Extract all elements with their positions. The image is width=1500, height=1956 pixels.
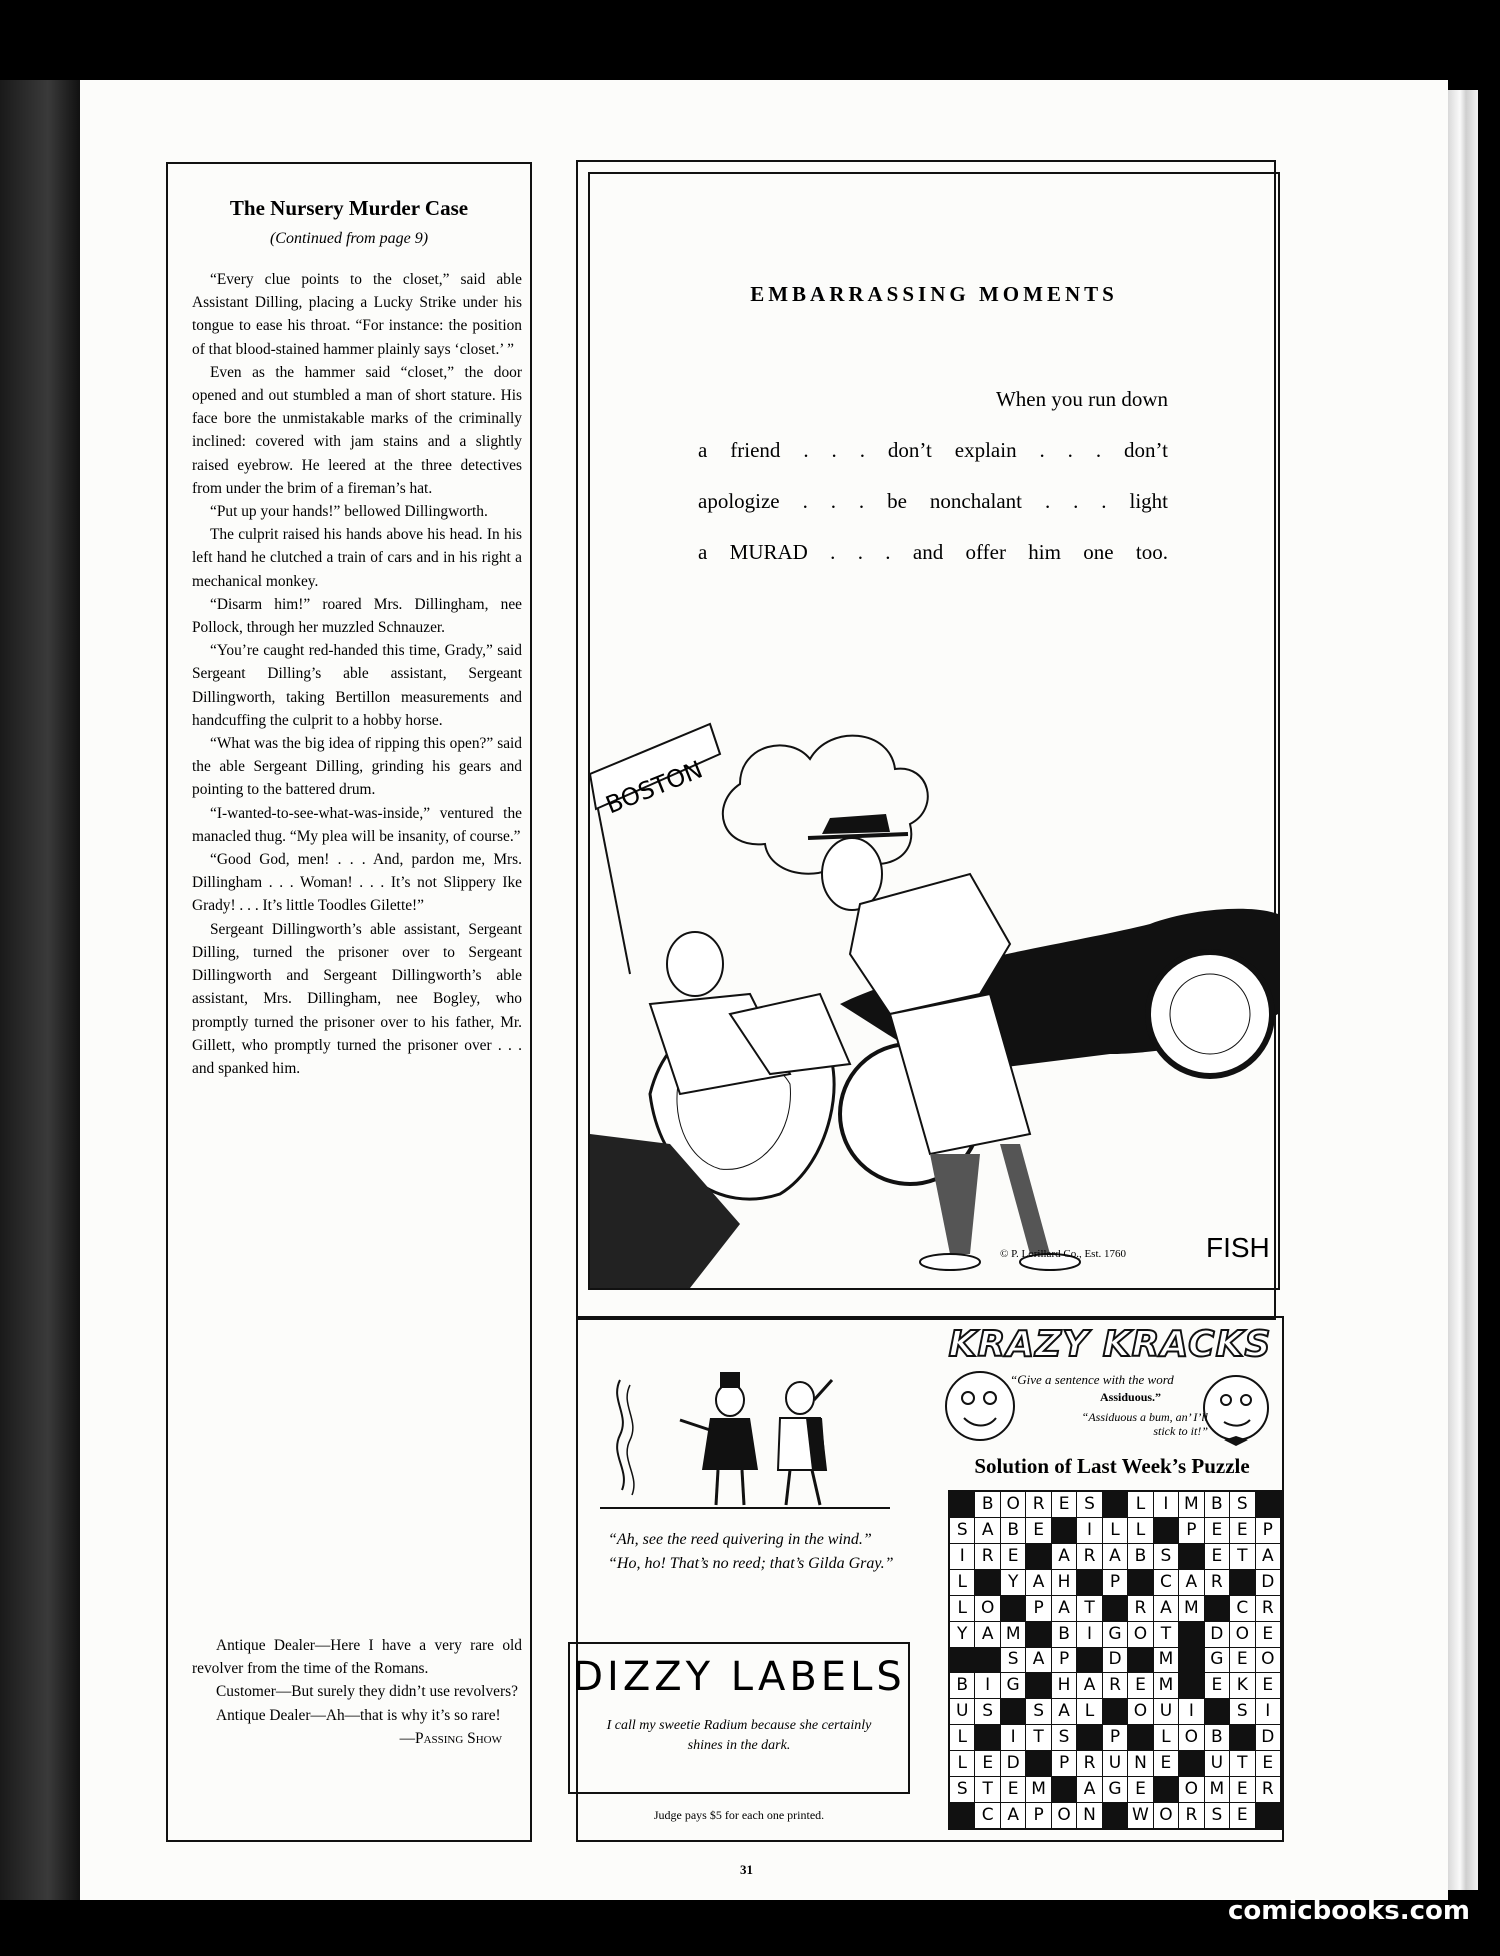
crossword-letter-cell: A [1026, 1570, 1050, 1595]
crossword-letter-cell: S [1230, 1492, 1254, 1517]
crossword-black-cell [1256, 1803, 1280, 1828]
crossword-letter-cell: S [975, 1699, 999, 1724]
murad-ad [588, 172, 1280, 1290]
crossword-letter-cell: O [1154, 1803, 1178, 1828]
crossword-letter-cell: S [950, 1518, 974, 1543]
crossword-black-cell [1154, 1777, 1178, 1802]
boston-sign-text: BOSTON [601, 755, 707, 820]
crossword-black-cell [1179, 1648, 1203, 1673]
crossword-letter-cell: L [1128, 1518, 1152, 1543]
crossword-letter-cell: O [975, 1596, 999, 1621]
crossword-letter-cell: P [1103, 1725, 1127, 1750]
puzzle-solution-title: Solution of Last Week’s Puzzle [974, 1454, 1250, 1478]
crossword-letter-cell: E [1154, 1751, 1178, 1776]
crossword-letter-cell: E [1128, 1673, 1152, 1698]
crossword-letter-cell: N [1077, 1803, 1101, 1828]
crossword-letter-cell: A [975, 1518, 999, 1543]
crossword-letter-cell: E [1256, 1622, 1280, 1647]
crossword-letter-cell: D [1103, 1648, 1127, 1673]
crossword-letter-cell: E [1230, 1518, 1254, 1543]
crossword-black-cell [975, 1648, 999, 1673]
crossword-letter-cell: L [950, 1725, 974, 1750]
crossword-letter-cell: O [1128, 1622, 1152, 1647]
crossword-black-cell [1128, 1648, 1152, 1673]
crossword-letter-cell: A [1077, 1777, 1101, 1802]
crossword-letter-cell: O [1001, 1492, 1025, 1517]
crossword-letter-cell: A [975, 1622, 999, 1647]
crossword-letter-cell: I [1077, 1518, 1101, 1543]
crossword-letter-cell: T [1026, 1725, 1050, 1750]
crossword-letter-cell: D [1256, 1725, 1280, 1750]
crossword-black-cell [975, 1725, 999, 1750]
crossword-letter-cell: A [1052, 1596, 1076, 1621]
antique-dealer-joke [192, 1634, 522, 1750]
crossword-letter-cell: I [1077, 1622, 1101, 1647]
krazy-kracks-prompt: “Give a sentence with the word [1010, 1372, 1174, 1387]
article-paragraph: “Disarm him!” roared Mrs. Dillingham, nee Pollock, through her muzzled Schnauzer. [192, 595, 522, 637]
crossword-letter-cell: L [1103, 1518, 1127, 1543]
article-continued-note: (Continued from page 9) [269, 230, 429, 247]
article-body [192, 268, 522, 1080]
crossword-letter-cell: I [1154, 1492, 1178, 1517]
article-title: The Nursery Murder Case [229, 196, 469, 220]
crossword-letter-cell: O [1052, 1803, 1076, 1828]
crossword-letter-cell: M [1205, 1777, 1229, 1802]
ad-title: EMBARRASSING MOMENTS [750, 282, 1118, 306]
crossword-black-cell [1128, 1570, 1152, 1595]
crossword-black-cell [1103, 1492, 1127, 1517]
crossword-letter-cell: A [1026, 1648, 1050, 1673]
ad-line: a friend . . . don’t explain . . . don’t [698, 438, 1168, 462]
crossword-letter-cell: S [1154, 1544, 1178, 1569]
crossword-letter-cell: P [1103, 1570, 1127, 1595]
reed-cartoon [600, 1360, 890, 1520]
crossword-letter-cell: E [1026, 1518, 1050, 1543]
joke-line: Antique Dealer—Ah—that is why it’s so rare! [216, 1706, 501, 1724]
ad-copy-text [698, 374, 1168, 578]
crossword-black-cell [975, 1570, 999, 1595]
crossword-letter-cell: E [1256, 1751, 1280, 1776]
crossword-black-cell [1179, 1544, 1203, 1569]
crossword-black-cell [1128, 1725, 1152, 1750]
crossword-letter-cell: S [1077, 1492, 1101, 1517]
crossword-letter-cell: D [1205, 1622, 1229, 1647]
crossword-letter-cell: S [1001, 1648, 1025, 1673]
crossword-letter-cell: T [1077, 1596, 1101, 1621]
crossword-black-cell [1205, 1596, 1229, 1621]
crossword-letter-cell: D [1256, 1570, 1280, 1595]
crossword-letter-cell: C [1230, 1596, 1254, 1621]
dizzy-labels-title: DIZZY LABELS [572, 1654, 906, 1700]
crossword-letter-cell: M [1026, 1777, 1050, 1802]
crossword-letter-cell: L [950, 1596, 974, 1621]
crossword-letter-cell: D [1001, 1751, 1025, 1776]
crossword-letter-cell: E [1230, 1777, 1254, 1802]
crossword-letter-cell: R [1128, 1596, 1152, 1621]
crossword-letter-cell: R [1256, 1596, 1280, 1621]
crossword-letter-cell: R [1256, 1777, 1280, 1802]
crossword-letter-cell: H [1052, 1570, 1076, 1595]
joke-line: Antique Dealer—Here I have a very rare old revolver from the time of the Romans. [192, 1637, 522, 1678]
crossword-letter-cell: K [1230, 1673, 1254, 1698]
crossword-letter-cell: I [1256, 1699, 1280, 1724]
crossword-letter-cell: Y [1001, 1570, 1025, 1595]
crossword-letter-cell: L [1077, 1699, 1101, 1724]
crossword-letter-cell: E [1001, 1544, 1025, 1569]
joke-line: Customer—But surely they didn’t use revolvers? [216, 1683, 518, 1701]
crossword-black-cell [1026, 1622, 1050, 1647]
crossword-letter-cell: G [1205, 1648, 1229, 1673]
crossword-letter-cell: E [1052, 1492, 1076, 1517]
crossword-letter-cell: S [1026, 1699, 1050, 1724]
crossword-black-cell [1052, 1777, 1076, 1802]
book-spine-edge [0, 80, 80, 1900]
crossword-letter-cell: E [1230, 1803, 1254, 1828]
crossword-letter-cell: A [1179, 1570, 1203, 1595]
crossword-letter-cell: C [975, 1803, 999, 1828]
crossword-letter-cell: R [975, 1544, 999, 1569]
dizzy-labels-box [568, 1642, 910, 1794]
crossword-letter-cell: P [1256, 1518, 1280, 1543]
ad-line: a MURAD . . . and offer him one too. [698, 540, 1168, 564]
crossword-letter-cell: W [1128, 1803, 1152, 1828]
crossword-letter-cell: R [1077, 1544, 1101, 1569]
crossword-letter-cell: T [1154, 1622, 1178, 1647]
crossword-letter-cell: O [1179, 1725, 1203, 1750]
crossword-letter-cell: A [1077, 1673, 1101, 1698]
article-paragraph: “Every clue points to the closet,” said able Assistant Dilling, placing a Lucky Strike under his tongue to ease his throat. “For instance: the position of that blood-stained hammer plainly says ‘closet.’ ” [192, 271, 522, 358]
article-paragraph: “Good God, men! . . . And, pardon me, Mrs. Dillingham . . . Woman! . . . It’s not Slippery Ike Grady! . . . It’s little Toodles Gilette!” [192, 851, 522, 915]
crossword-letter-cell: B [950, 1673, 974, 1698]
crossword-letter-cell: L [950, 1570, 974, 1595]
crossword-letter-cell: A [1256, 1544, 1280, 1569]
cartoon-caption [590, 1528, 900, 1576]
crossword-black-cell [1026, 1544, 1050, 1569]
crossword-letter-cell: B [1128, 1544, 1152, 1569]
crossword-letter-cell: L [950, 1751, 974, 1776]
crossword-letter-cell: B [1001, 1518, 1025, 1543]
page-number: 31 [740, 1862, 753, 1877]
krazy-kracks-title: KRAZY KRACKS [948, 1324, 1272, 1365]
krazy-kracks-word: Assiduous.” [1100, 1390, 1162, 1404]
crossword-black-cell [1230, 1725, 1254, 1750]
crossword-letter-cell: N [1128, 1751, 1152, 1776]
crossword-letter-cell: B [1205, 1725, 1229, 1750]
crossword-letter-cell: E [1230, 1648, 1254, 1673]
crossword-black-cell [950, 1648, 974, 1673]
crossword-letter-cell: M [1154, 1648, 1178, 1673]
crossword-letter-cell: R [1205, 1570, 1229, 1595]
crossword-letter-cell: B [975, 1492, 999, 1517]
crossword-letter-cell: T [975, 1777, 999, 1802]
crossword-letter-cell: M [1179, 1492, 1203, 1517]
crossword-black-cell [950, 1492, 974, 1517]
crossword-letter-cell: U [1154, 1699, 1178, 1724]
crossword-letter-cell: U [950, 1699, 974, 1724]
crossword-letter-cell: S [950, 1777, 974, 1802]
crossword-letter-cell: I [1001, 1725, 1025, 1750]
crossword-black-cell [1026, 1751, 1050, 1776]
crossword-black-cell [1179, 1622, 1203, 1647]
crossword-letter-cell: M [1001, 1622, 1025, 1647]
article-column [166, 162, 532, 1842]
crossword-letter-cell: U [1205, 1751, 1229, 1776]
ad-copyright: © P. Lorillard Co., Est. 1760 [1000, 1248, 1126, 1260]
crossword-letter-cell: T [1230, 1544, 1254, 1569]
crossword-letter-cell: L [1154, 1725, 1178, 1750]
crossword-letter-cell: O [1128, 1699, 1152, 1724]
crossword-letter-cell: C [1154, 1570, 1178, 1595]
article-paragraph: Sergeant Dillingworth’s able assistant, Sergeant Dilling, turned the prisoner over to Sergeant Dillingworth and Sergeant Dillingworth’s able assistant, Mrs. Dillingham, nee Bogley, who promptly turned the prisoner over to his father, Mr. Gillett, who promptly turned the prisoner over . . . and spanked him. [192, 920, 522, 1077]
crossword-letter-cell: G [1103, 1622, 1127, 1647]
article-paragraph: “I-wanted-to-see-what-was-inside,” ventured the manacled thug. “My plea will be insanity, of course.” [192, 804, 522, 845]
article-paragraph: Even as the hammer said “closet,” the door opened and out stumbled a man of short stature. His face bore the unmistakable marks of the criminally inclined: covered with jam stains and a slightly raised eyebrow. He leered at the three detectives from under the brim of a fireman’s hat. [192, 363, 522, 497]
crossword-letter-cell: E [1205, 1673, 1229, 1698]
article-paragraph: “What was the big idea of ripping this open?” said the able Sergeant Dilling, grinding his gears and pointing to the battered drum. [192, 735, 522, 799]
article-paragraph: “You’re caught red-handed this time, Grady,” said Sergeant Dilling’s able assistant, Sergeant Dillingworth, taking Bertillon measurements and handcuffing the culprit to a hobby horse. [192, 642, 522, 729]
crossword-black-cell [1205, 1699, 1229, 1724]
crossword-letter-cell: A [1052, 1544, 1076, 1569]
crossword-letter-cell: A [1001, 1803, 1025, 1828]
joke-source: —Passing Show [399, 1729, 502, 1747]
crossword-black-cell [1154, 1518, 1178, 1543]
crossword-letter-cell: R [1103, 1673, 1127, 1698]
crossword-black-cell [1077, 1570, 1101, 1595]
crossword-black-cell [1026, 1673, 1050, 1698]
crossword-letter-cell: P [1026, 1596, 1050, 1621]
crossword-grid [948, 1490, 1282, 1830]
crossword-letter-cell: P [1052, 1751, 1076, 1776]
crossword-letter-cell: E [1128, 1777, 1152, 1802]
crossword-letter-cell: E [1205, 1518, 1229, 1543]
crossword-letter-cell: L [1128, 1492, 1152, 1517]
crossword-letter-cell: H [1052, 1673, 1076, 1698]
artist-signature: FISH [1206, 1232, 1270, 1263]
cartoon-caption-line: “Ah, see the reed quivering in the wind.” [608, 1531, 872, 1548]
ad-illustration [590, 714, 1278, 1288]
crossword-letter-cell: R [1026, 1492, 1050, 1517]
crossword-letter-cell: E [975, 1751, 999, 1776]
crossword-black-cell [1256, 1492, 1280, 1517]
dizzy-labels-text: I call my sweetie Radium because she certainly shines in the dark. [606, 1718, 872, 1753]
crossword-black-cell [1001, 1699, 1025, 1724]
crossword-black-cell [1230, 1570, 1254, 1595]
crossword-letter-cell: I [975, 1673, 999, 1698]
crossword-letter-cell: I [950, 1544, 974, 1569]
krazy-kracks-answer: “Assiduous a bum, an’ I’ll stick to it!” [1081, 1410, 1208, 1438]
crossword-black-cell [950, 1803, 974, 1828]
page-stack-edge [1448, 90, 1478, 1890]
site-watermark: comicbooks.com [1227, 1896, 1470, 1926]
crossword-black-cell [1103, 1596, 1127, 1621]
crossword-letter-cell: P [1026, 1803, 1050, 1828]
crossword-black-cell [1077, 1725, 1101, 1750]
crossword-letter-cell: E [1256, 1673, 1280, 1698]
crossword-letter-cell: E [1001, 1777, 1025, 1802]
crossword-letter-cell: P [1179, 1518, 1203, 1543]
ad-line: apologize . . . be nonchalant . . . light [698, 489, 1168, 513]
crossword-black-cell [1103, 1803, 1127, 1828]
crossword-letter-cell: A [1052, 1699, 1076, 1724]
crossword-letter-cell: R [1179, 1803, 1203, 1828]
article-paragraph: The culprit raised his hands above his head. In his left hand he clutched a train of cars and in his right a mechanical monkey. [192, 526, 522, 590]
crossword-letter-cell: A [1154, 1596, 1178, 1621]
ad-line: When you run down [995, 387, 1168, 411]
crossword-letter-cell: S [1230, 1699, 1254, 1724]
crossword-letter-cell: T [1230, 1751, 1254, 1776]
crossword-letter-cell: G [1001, 1673, 1025, 1698]
crossword-letter-cell: G [1103, 1777, 1127, 1802]
crossword-black-cell [1052, 1518, 1076, 1543]
crossword-letter-cell: R [1077, 1751, 1101, 1776]
crossword-black-cell [1179, 1673, 1203, 1698]
crossword-letter-cell: M [1154, 1673, 1178, 1698]
judge-payment-note: Judge pays $5 for each one printed. [653, 1808, 825, 1822]
crossword-letter-cell: B [1052, 1622, 1076, 1647]
crossword-black-cell [1001, 1596, 1025, 1621]
crossword-letter-cell: U [1103, 1751, 1127, 1776]
crossword-letter-cell: Y [950, 1622, 974, 1647]
crossword-letter-cell: O [1179, 1777, 1203, 1802]
cartoon-caption-line: “Ho, ho! That’s no reed; that’s Gilda Gray.” [608, 1555, 894, 1572]
crossword-black-cell [1179, 1751, 1203, 1776]
crossword-black-cell [1103, 1699, 1127, 1724]
crossword-letter-cell: O [1230, 1622, 1254, 1647]
article-paragraph: “Put up your hands!” bellowed Dillingworth. [210, 503, 488, 521]
crossword-letter-cell: I [1179, 1699, 1203, 1724]
crossword-letter-cell: B [1205, 1492, 1229, 1517]
crossword-letter-cell: O [1256, 1648, 1280, 1673]
crossword-letter-cell: A [1103, 1544, 1127, 1569]
crossword-letter-cell: S [1205, 1803, 1229, 1828]
crossword-letter-cell: M [1179, 1596, 1203, 1621]
crossword-letter-cell: E [1205, 1544, 1229, 1569]
crossword-black-cell [1077, 1648, 1101, 1673]
crossword-letter-cell: S [1052, 1725, 1076, 1750]
crossword-letter-cell: P [1052, 1648, 1076, 1673]
